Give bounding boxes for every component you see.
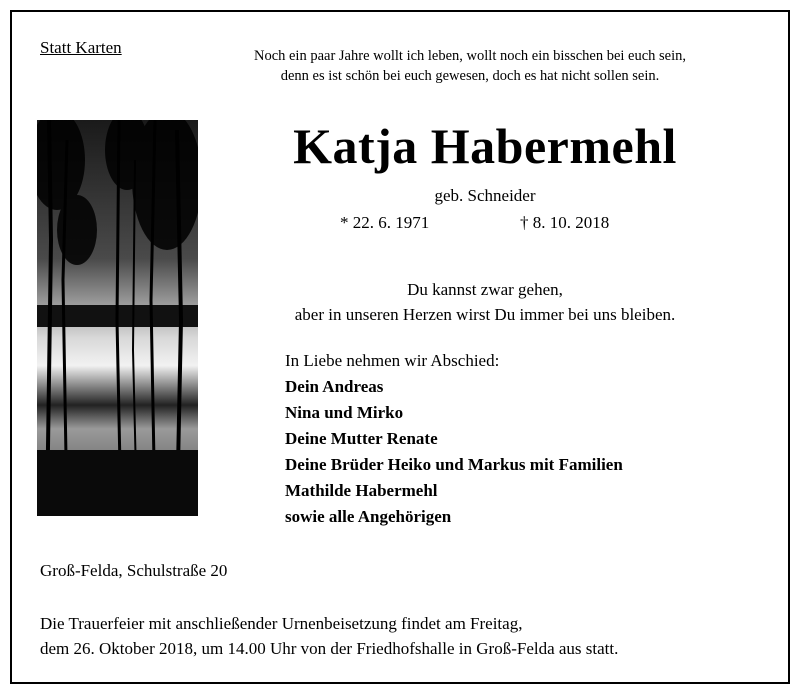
mourner-name: Dein Andreas bbox=[285, 377, 384, 396]
deceased-name: Katja Habermehl bbox=[293, 118, 677, 174]
lake-sunset-photo bbox=[37, 120, 198, 516]
quote-line: aber in unseren Herzen wirst Du immer bei uns bleiben. bbox=[294, 305, 676, 324]
mourner-name: Nina und Mirko bbox=[285, 403, 404, 422]
mourner-name: Mathilde Habermehl bbox=[285, 481, 438, 500]
mourners-intro: In Liebe nehmen wir Abschied: bbox=[285, 351, 500, 370]
mourners-list bbox=[285, 348, 623, 530]
memorial-quote bbox=[210, 277, 760, 327]
mourner-name: sowie alle Angehörigen bbox=[285, 507, 452, 526]
poem-line: Noch ein paar Jahre wollt ich leben, wollt noch ein bisschen bei euch sein, bbox=[253, 48, 687, 64]
funeral-info bbox=[40, 611, 618, 661]
funeral-line: Die Trauerfeier mit anschließender Urnenbeisetzung findet am Freitag, bbox=[40, 614, 523, 633]
funeral-line: dem 26. Oktober 2018, um 14.00 Uhr von der Friedhofshalle in Groß-Felda aus statt. bbox=[40, 639, 619, 658]
mourner-name: Deine Brüder Heiko und Markus mit Familien bbox=[285, 455, 623, 474]
quote-line: Du kannst zwar gehen, bbox=[407, 280, 563, 299]
mourner-name: Deine Mutter Renate bbox=[285, 429, 438, 448]
address: Groß-Felda, Schulstraße 20 bbox=[40, 561, 228, 580]
poem bbox=[200, 46, 740, 86]
statt-karten-label: Statt Karten bbox=[40, 38, 122, 57]
poem-line: denn es ist schön bei euch gewesen, doch es hat nicht sollen sein. bbox=[280, 68, 660, 84]
birth-name: geb. Schneider bbox=[434, 186, 536, 205]
death-date: † 8. 10. 2018 bbox=[520, 213, 610, 232]
birth-date: * 22. 6. 1971 bbox=[340, 213, 430, 232]
